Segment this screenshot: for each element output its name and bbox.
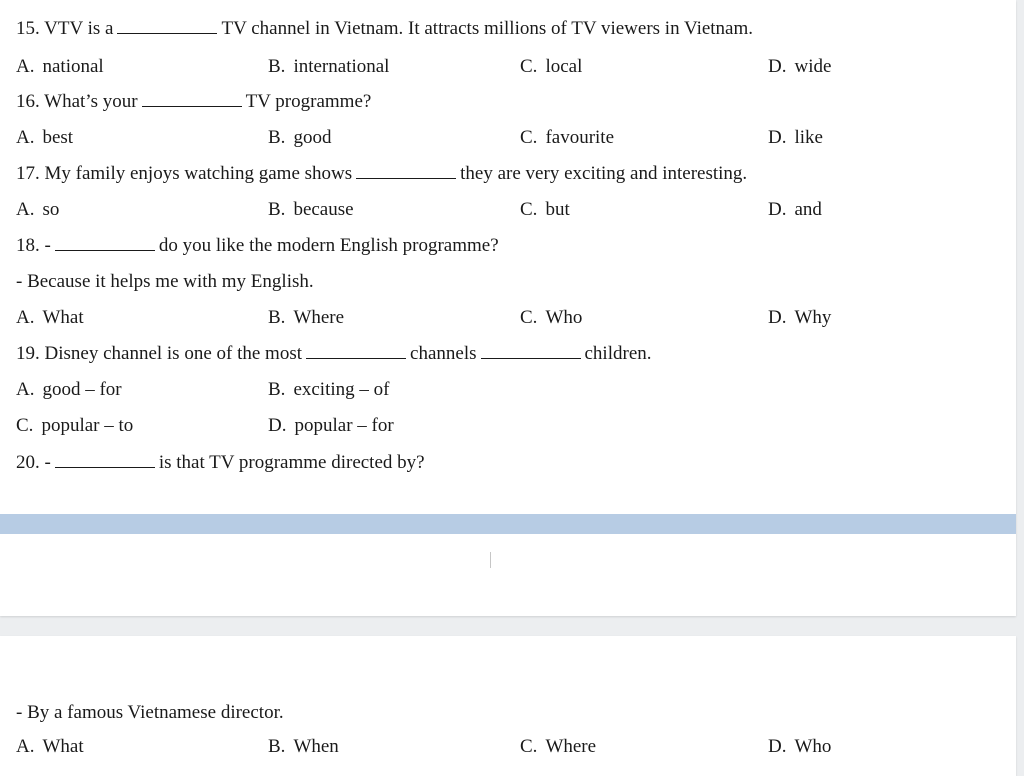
option-c: C. local [520,56,583,77]
answer-blank [117,18,217,34]
question-text: children. [584,343,652,364]
answer-blank [142,91,242,107]
question-20 [16,452,425,474]
question-15 [16,18,753,40]
option-b: B. good [268,127,332,148]
option-c: C. but [520,199,570,220]
option-c: C. popular – to [16,415,134,436]
answer-blank [306,343,406,359]
answer-blank [55,452,155,468]
question-20-reply: - By a famous Vietnamese director. [16,702,284,723]
option-c: C. Who [520,307,583,328]
option-c: C. Where [520,736,597,757]
option-d: D. popular – for [268,415,394,436]
question-text: 15. VTV is a [16,18,114,39]
option-d: D. like [768,127,823,148]
answer-blank [55,235,155,251]
question-19 [16,343,652,365]
question-17 [16,163,747,185]
question-text: 18. - [16,235,51,256]
question-text: channels [410,343,477,364]
text-cursor [490,552,491,568]
question-text: 19. Disney channel is one of the most [16,343,303,364]
document-page-2 [0,636,1016,776]
question-text: 16. What’s your [16,91,138,112]
option-a: A. good – for [16,379,122,400]
question-18-reply: - Because it helps me with my English. [16,271,314,292]
option-d: D. Who [768,736,832,757]
option-a: A. What [16,307,84,328]
question-18 [16,235,499,257]
option-b: B. international [268,56,390,77]
option-a: A. so [16,199,60,220]
option-a: A. What [16,736,84,757]
question-text: 20. - [16,452,51,473]
answer-blank [481,343,581,359]
option-c: C. favourite [520,127,615,148]
question-text: TV channel in Vietnam. It attracts millions of TV viewers in Vietnam. [221,18,754,39]
question-text: they are very exciting and interesting. [460,163,748,184]
option-b: B. Where [268,307,345,328]
option-b: B. exciting – of [268,379,390,400]
option-a: A. national [16,56,104,77]
question-16 [16,91,371,113]
page-header-band [0,514,1016,534]
option-a: A. best [16,127,74,148]
option-b: B. When [268,736,339,757]
option-d: D. Why [768,307,832,328]
answer-blank [356,163,456,179]
option-b: B. because [268,199,354,220]
option-d: D. and [768,199,822,220]
question-text: 17. My family enjoys watching game shows [16,163,353,184]
option-d: D. wide [768,56,832,77]
question-text: is that TV programme directed by? [158,452,425,473]
question-text: TV programme? [245,91,372,112]
question-text: do you like the modern English programme? [158,235,499,256]
